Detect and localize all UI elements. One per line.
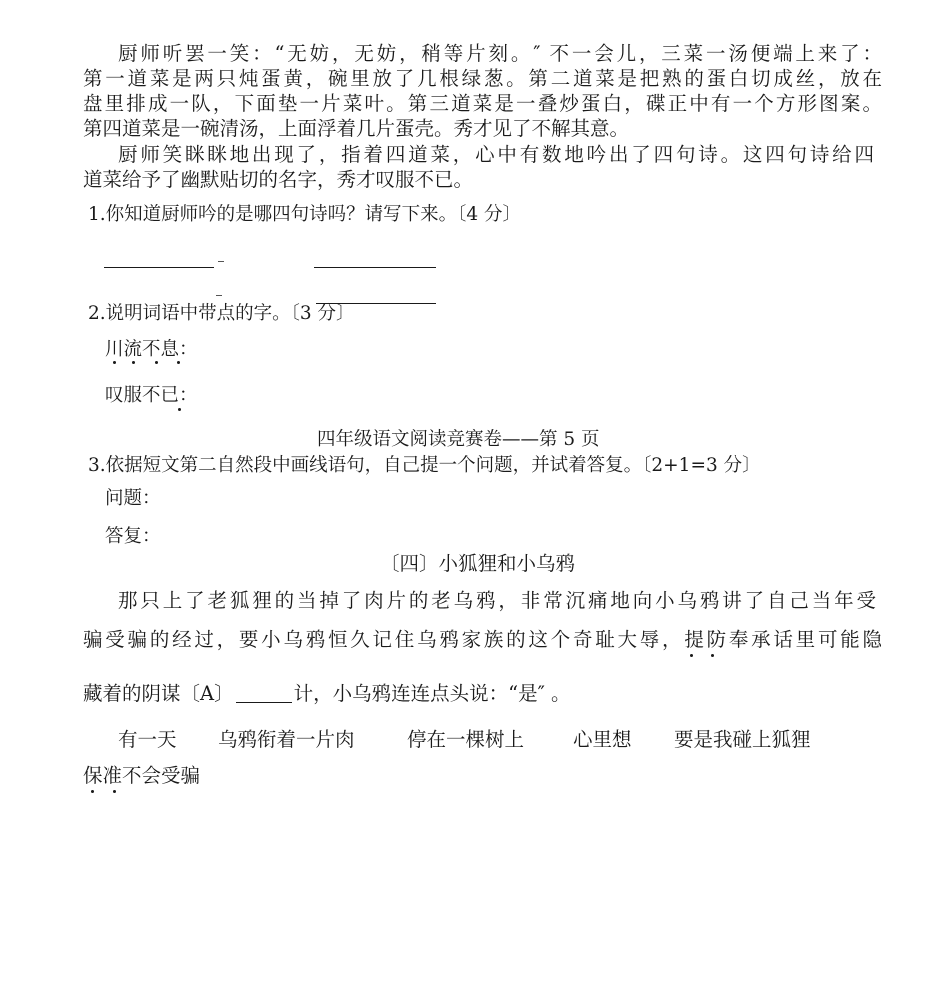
question-3: 3.依据短文第二自然段中画线语句，自己提一个问题，并试着答复。〔2+1=3 分〕 (88, 455, 761, 476)
question-3-prompt: 问题： (105, 488, 161, 509)
fill-blank[interactable] (236, 684, 292, 703)
passage-line: 道菜给予了幽默贴切的名字，秀才叹服不已。 (83, 168, 474, 191)
emphasis-dot (690, 654, 693, 657)
emphasis-dot (91, 790, 94, 793)
answer-line[interactable] (104, 267, 214, 268)
emphasis-dot (711, 654, 714, 657)
passage-line: 厨师听罢一笑：“无妨，无妨，稍等片刻。″ 不一会儿，三菜一汤便端上来了： (118, 42, 882, 65)
story-line: 那只上了老狐狸的当掉了肉片的老乌鸦，非常沉痛地向小乌鸦讲了自己当年受 (118, 589, 876, 612)
phrase: 有一天 (118, 728, 177, 751)
phrase: 要是我碰上狐狸 (674, 728, 811, 751)
emphasis-dot (113, 790, 116, 793)
phrase: 保准不会受骗 (83, 764, 201, 787)
question-1: 1.你知道厨师吟的是哪四句诗吗？请写下来。〔4 分〕 (88, 204, 522, 225)
emphasis-dot (113, 361, 116, 364)
story-line (83, 682, 571, 706)
emphasis-dot (155, 361, 158, 364)
story-text: 藏着的阴谋〔A〕 (83, 682, 234, 705)
question-2-word-2: 叹服不已： (105, 385, 198, 406)
question-3-answer: 答复： (105, 526, 161, 547)
story-text: 计，小乌鸦连连点头说：“是″ 。 (293, 682, 571, 705)
emphasis-dot (178, 408, 181, 411)
answer-line[interactable] (314, 267, 436, 268)
emphasis-dot (132, 361, 135, 364)
answer-tick (218, 261, 224, 262)
passage-line: 盘里排成一队，下面垫一片菜叶。第三道菜是一叠炒蛋白，碟正中有一个方形图案。 (83, 92, 882, 115)
passage-line: 第一道菜是两只炖蛋黄，碗里放了几根绿葱。第二道菜是把熟的蛋白切成丝，放在 (83, 67, 882, 90)
emphasis-dot (177, 361, 180, 364)
phrase: 心里想 (573, 728, 632, 751)
answer-tick (216, 295, 222, 296)
passage-line: 厨师笑眯眯地出现了，指着四道菜，心中有数地吟出了四句诗。这四句诗给四 (118, 143, 874, 166)
question-2: 2.说明词语中带点的字。〔3 分〕 (88, 303, 355, 324)
question-2-word-1: 川流不息： (105, 339, 198, 360)
page-footer: 四年级语文阅读竞赛卷——第 5 页 (317, 429, 600, 450)
phrase: 停在一棵树上 (407, 728, 525, 751)
story-line: 骗受骗的经过，要小乌鸦恒久记住乌鸦家族的这个奇耻大辱，提防奉承话里可能隐 (83, 628, 882, 651)
phrase: 乌鸦衔着一片肉 (218, 728, 355, 751)
section-title: 〔四〕小狐狸和小乌鸦 (380, 552, 576, 575)
passage-line: 第四道菜是一碗清汤，上面浮着几片蛋壳。秀才见了不解其意。 (83, 117, 630, 140)
